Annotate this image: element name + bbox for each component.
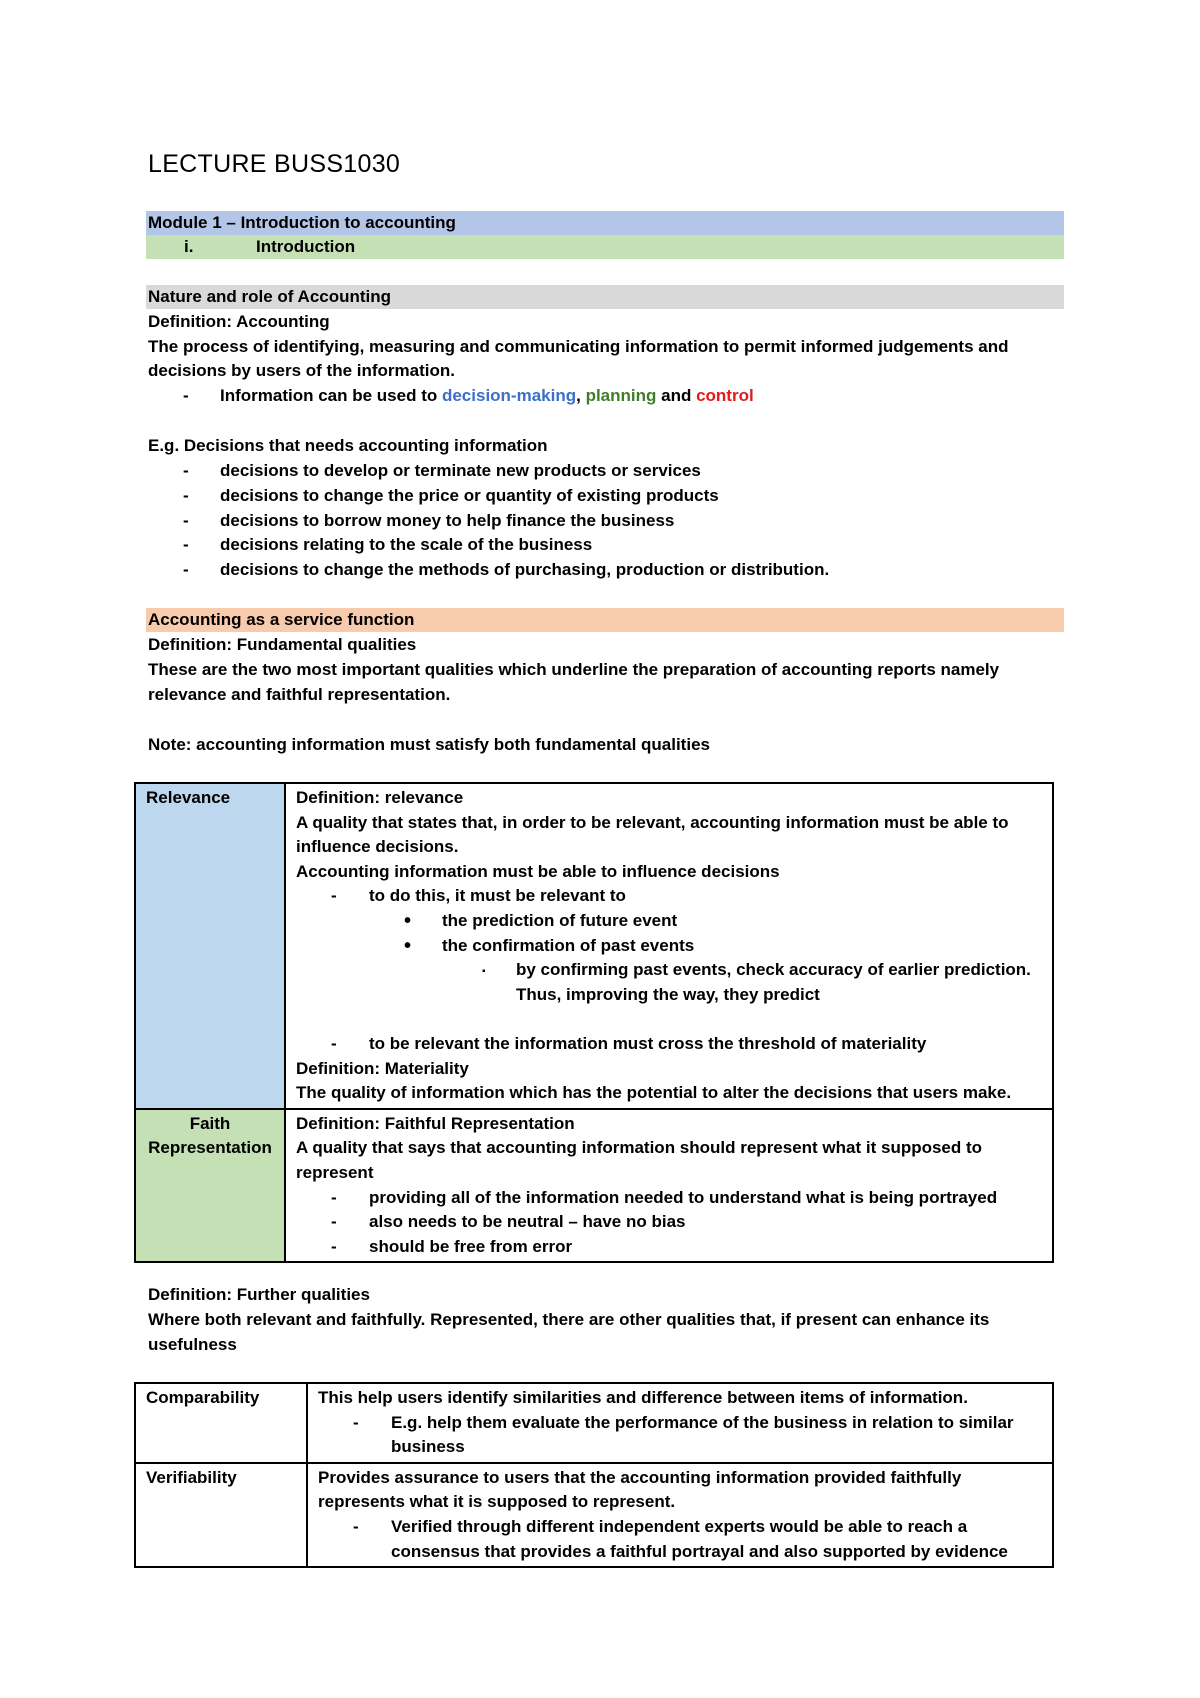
decision-making-term: decision-making xyxy=(441,386,577,405)
relevance-text: Accounting information must be able to influence decisions xyxy=(296,861,780,881)
relevance-label: Relevance xyxy=(146,788,231,807)
further-qualities-table xyxy=(134,1382,1054,1568)
faith-content-cell xyxy=(285,1109,1053,1263)
comparability-label: Comparability xyxy=(146,1388,260,1407)
table-row xyxy=(135,1463,1053,1567)
page-title: LECTURE BUSS1030 xyxy=(148,150,401,178)
eg-item: decisions relating to the scale of the business xyxy=(220,535,593,554)
fundamental-qualities-note: Note: accounting information must satisfy both fundamental qualities xyxy=(148,735,710,754)
verifiability-label: Verifiability xyxy=(146,1467,237,1487)
accounting-definition-line-1: The process of identifying, measuring and communicating information to permit informed judgements and xyxy=(148,337,1009,356)
control-term: control xyxy=(696,386,754,405)
comparability-text: This help users identify similarities and difference between items of information. xyxy=(318,1388,968,1407)
dash-marker: - xyxy=(353,1516,359,1536)
relevance-dash-item: - to do this, it must be relevant to xyxy=(296,884,1044,909)
fundamental-qualities-label: Definition: Fundamental qualities xyxy=(148,635,417,654)
dash-marker: - xyxy=(331,1187,337,1207)
nature-heading: Nature and role of Accounting xyxy=(148,287,392,306)
relevance-label-cell xyxy=(135,783,285,1109)
verifiability-dash-item: - Verified through different independent experts would be able to reach a xyxy=(318,1515,1044,1540)
comparability-dash-item-continued: business xyxy=(391,1437,465,1457)
further-qualities-line-1: Where both relevant and faithfully. Represented, there are other qualities that, if present can enhance its xyxy=(148,1310,990,1329)
faith-label-line-2: Representation xyxy=(148,1138,272,1158)
eg-item: decisions to develop or terminate new products or services xyxy=(220,461,701,480)
dash-marker: - xyxy=(183,535,189,554)
dash-marker: - xyxy=(183,511,189,530)
bullet-marker: • xyxy=(404,909,412,932)
dash-marker: - xyxy=(183,486,189,505)
information-use-line xyxy=(220,384,754,408)
dash-marker: - xyxy=(331,1212,337,1232)
eg-item: decisions to change the methods of purchasing, production or distribution. xyxy=(220,560,830,579)
dash-marker: - xyxy=(331,1033,337,1053)
accounting-definition-line-2: decisions by users of the information. xyxy=(148,361,455,380)
relevance-definition-label: Definition: relevance xyxy=(296,788,464,807)
eg-heading: E.g. Decisions that needs accounting information xyxy=(148,436,548,455)
fundamental-qualities-line-2: relevance and faithful representation. xyxy=(148,685,451,704)
faithful-dash-item: - also needs to be neutral – have no bias xyxy=(296,1210,1044,1235)
intro-heading: Introduction xyxy=(256,237,356,256)
faithful-definition-label: Definition: Faithful Representation xyxy=(296,1113,575,1133)
eg-item: decisions to change the price or quantity of existing products xyxy=(220,486,719,505)
dash-marker: - xyxy=(183,560,189,579)
relevance-bullet-item: • the prediction of future event xyxy=(404,909,678,932)
verifiability-content-cell xyxy=(307,1463,1053,1567)
faithful-text: A quality that says that accounting information should represent what it supposed to xyxy=(296,1138,983,1158)
further-qualities-line-2: usefulness xyxy=(148,1335,237,1354)
faith-label-line-1: Faith xyxy=(189,1113,231,1133)
dash-marker: - xyxy=(331,886,337,906)
verifiability-text: represents what it is supposed to represent. xyxy=(318,1492,676,1512)
table-row xyxy=(135,783,1053,1109)
faithful-dash-item: - should be free from error xyxy=(296,1235,1044,1260)
dash-marker: - xyxy=(331,1236,337,1256)
relevance-text: A quality that states that, in order to be relevant, accounting information must be able to xyxy=(296,812,1009,832)
comma: , xyxy=(576,386,586,405)
relevance-dash-item: - to be relevant the information must cross the threshold of materiality xyxy=(296,1032,1044,1057)
relevance-text: influence decisions. xyxy=(296,837,459,857)
spacer xyxy=(296,1007,1044,1032)
intro-number: i. xyxy=(184,237,194,256)
accounting-definition-label: Definition: Accounting xyxy=(148,312,330,331)
relevance-square-item: ▪ by confirming past events, check accuracy of earlier prediction. xyxy=(296,958,1044,983)
faith-label-cell xyxy=(135,1109,285,1263)
fundamental-qualities-table xyxy=(134,782,1054,1263)
verifiability-text: Provides assurance to users that the accounting information provided faithfully xyxy=(318,1467,962,1487)
and-text: and xyxy=(656,386,697,405)
materiality-definition-label: Definition: Materiality xyxy=(296,1058,469,1078)
fundamental-qualities-line-1: These are the two most important qualities which underline the preparation of accounting reports namely xyxy=(148,660,1000,679)
faithful-text: represent xyxy=(296,1162,374,1182)
comparability-dash-item: - E.g. help them evaluate the performance of the business in relation to similar xyxy=(318,1411,1044,1436)
further-qualities-label: Definition: Further qualities xyxy=(148,1285,370,1304)
module-heading: Module 1 – Introduction to accounting xyxy=(148,213,456,232)
table-row xyxy=(135,1109,1053,1263)
eg-item: decisions to borrow money to help finance the business xyxy=(220,511,675,530)
faithful-dash-item: - providing all of the information needed to understand what is being portrayed xyxy=(296,1186,1044,1211)
dash-marker: - xyxy=(183,461,189,480)
relevance-bullet-item: • the confirmation of past events xyxy=(404,934,695,957)
information-use-prefix: Information can be used to xyxy=(220,386,442,405)
service-heading: Accounting as a service function xyxy=(148,610,415,629)
comparability-content-cell xyxy=(307,1383,1053,1463)
bullet-marker: • xyxy=(404,934,412,957)
comparability-label-cell xyxy=(135,1383,307,1463)
relevance-square-item-continued: Thus, improving the way, they predict xyxy=(516,984,820,1004)
square-marker: ▪ xyxy=(482,966,486,978)
planning-term: planning xyxy=(585,386,657,405)
dash-marker: - xyxy=(183,386,189,405)
relevance-content-cell xyxy=(285,783,1053,1109)
materiality-text: The quality of information which has the potential to alter the decisions that users make. xyxy=(296,1083,1012,1103)
table-row xyxy=(135,1383,1053,1463)
dash-marker: - xyxy=(353,1412,359,1432)
verifiability-dash-item-continued: consensus that provides a faithful portrayal and also supported by evidence xyxy=(391,1541,1008,1561)
verifiability-label-cell xyxy=(135,1463,307,1567)
